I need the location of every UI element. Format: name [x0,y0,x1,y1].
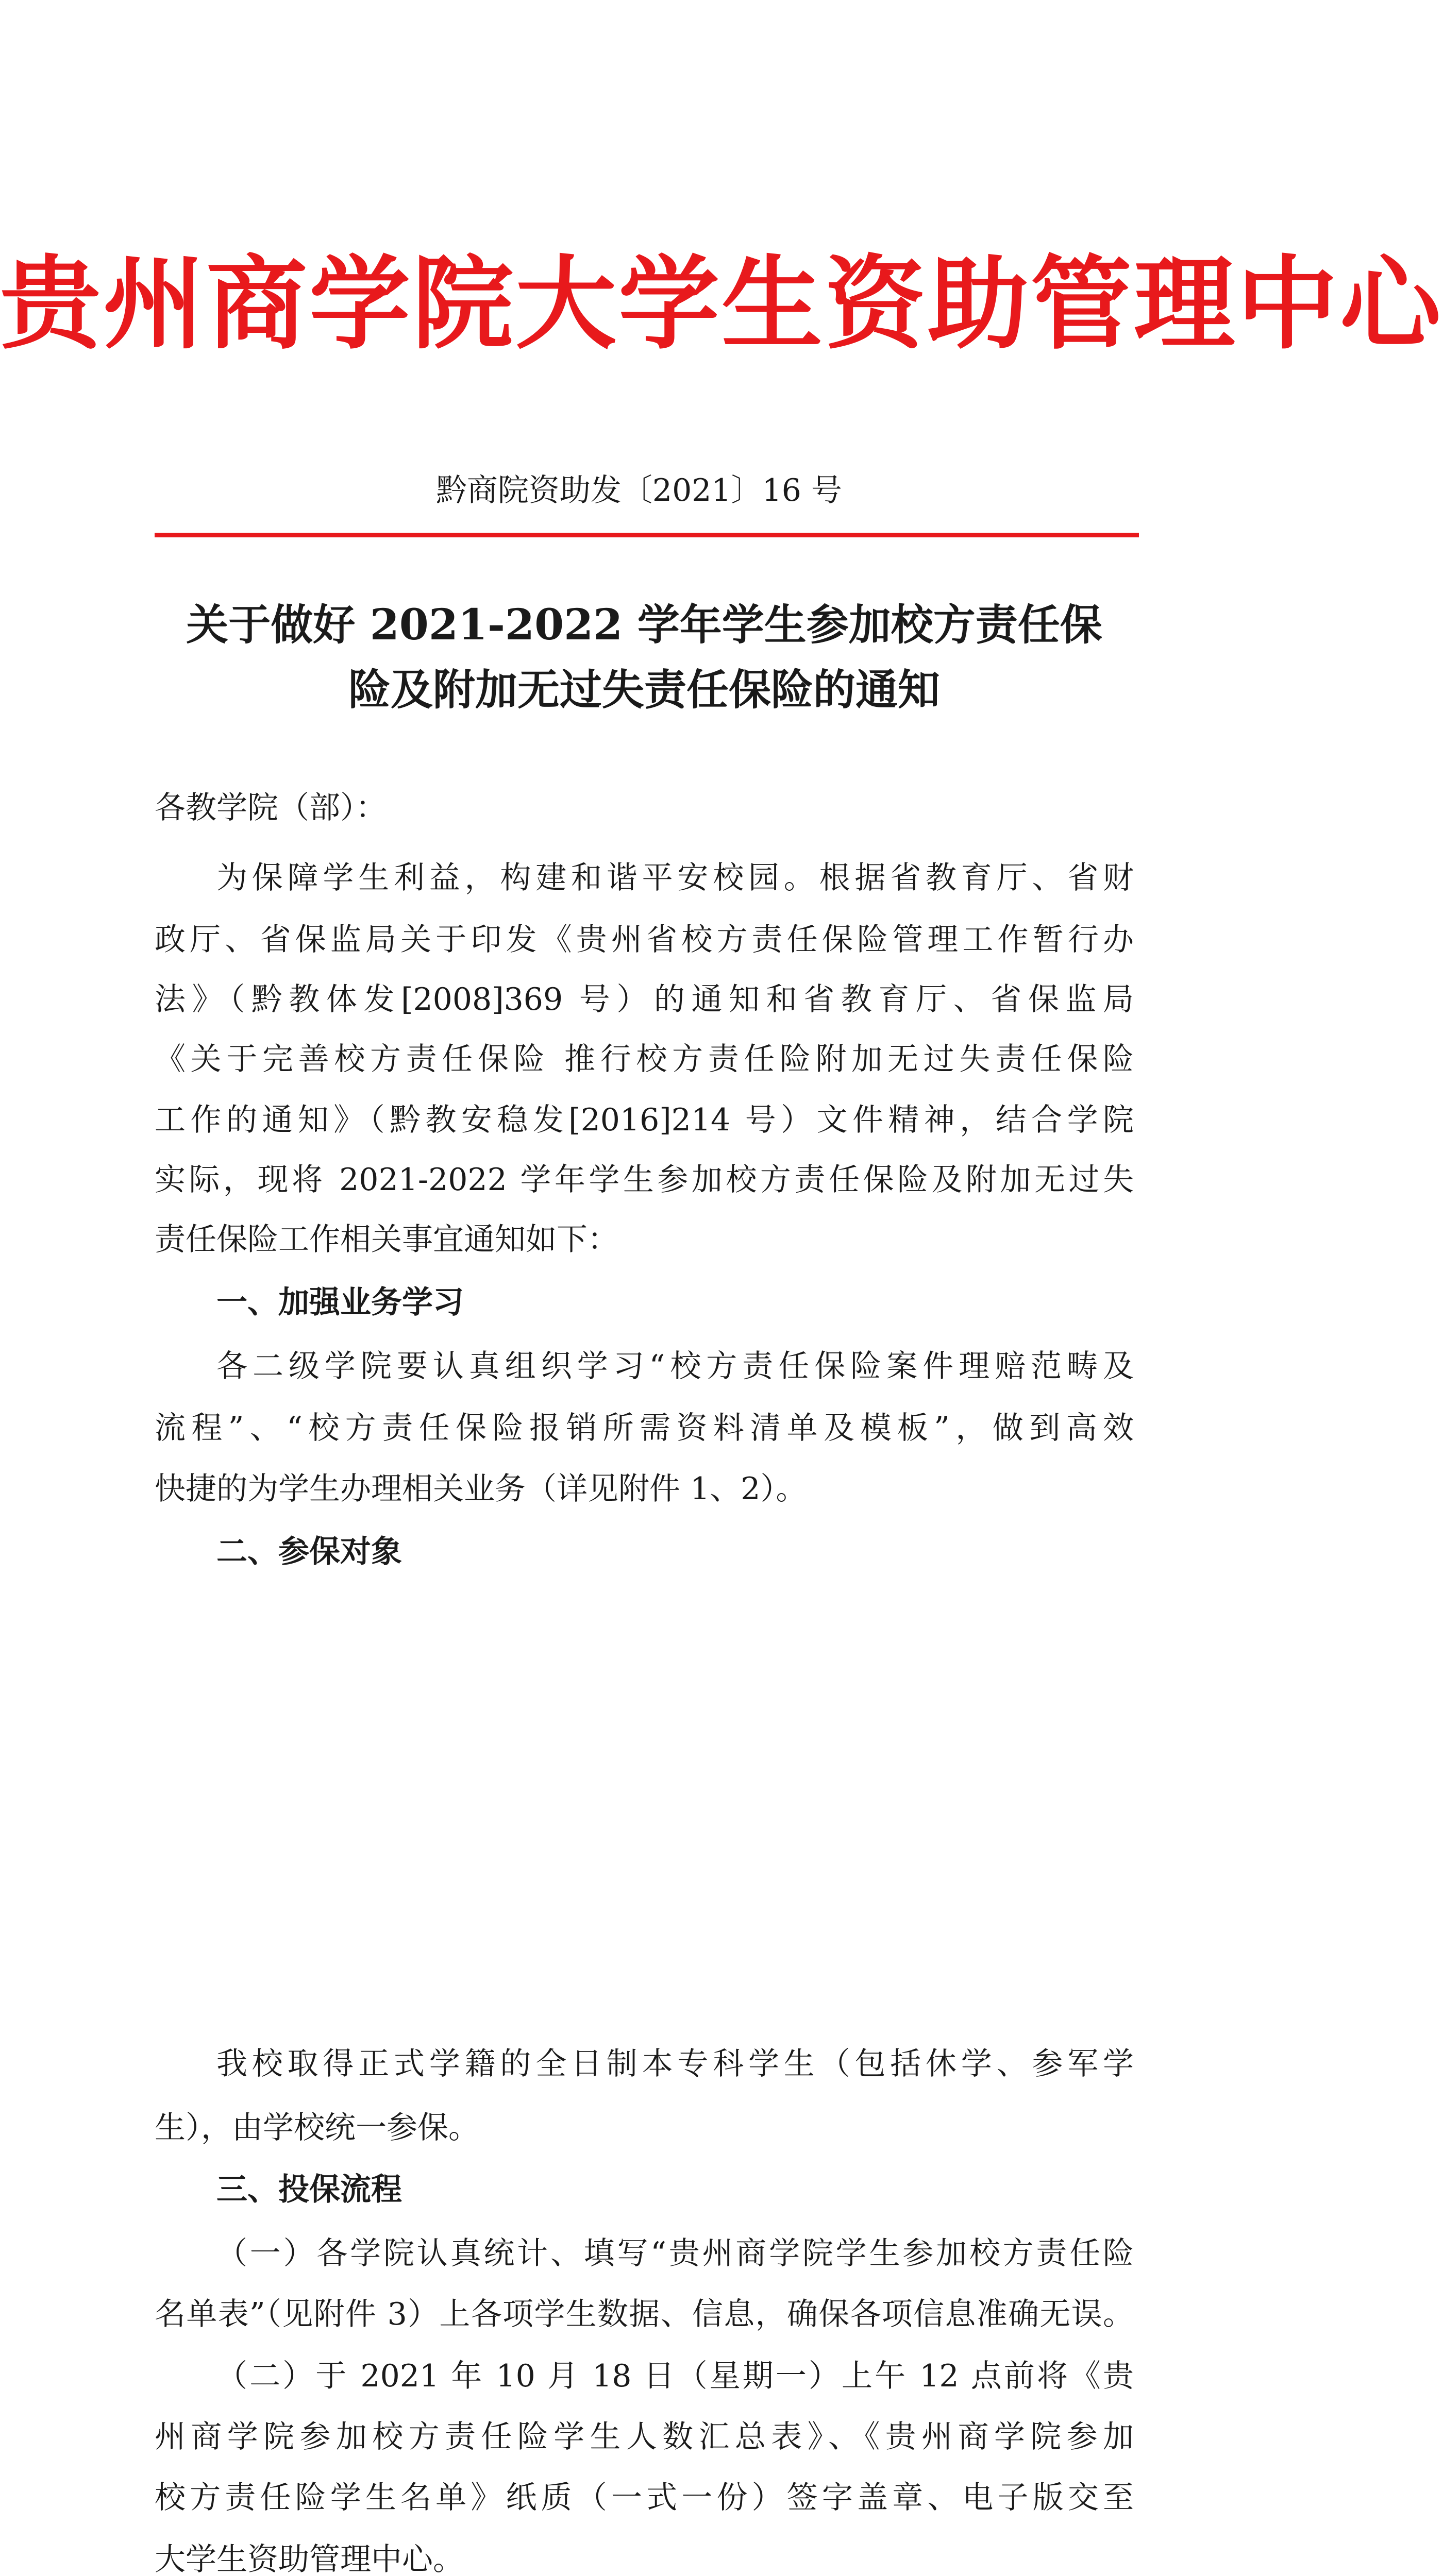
section3-line: 校方责任险学生名单》纸质（一式一份）签字盖章、电子版交至 [155,2480,1134,2516]
salutation: 各教学院（部）： [155,790,387,826]
section-heading: 二、参保对象 [216,1534,402,1570]
intro-line: 工作的通知》（黔教安稳发[2016]214 号）文件精神，结合学院 [155,1102,1134,1138]
section1-line: 各二级学院要认真组织学习“校方责任保险案件理赔范畴及 [216,1348,1134,1384]
intro-line: 法》（黔教体发[2008]369 号）的通知和省教育厅、省保监局 [155,981,1134,1018]
org-title: 贵州商学院大学生资助管理中心 [0,245,1443,363]
notice-title-line: 关于做好 2021-2022 学年学生参加校方责任保 [186,600,1102,650]
section3-line: （一）各学院认真统计、填写“贵州商学院学生参加校方责任险 [216,2235,1134,2272]
intro-line: 为保障学生利益，构建和谐平安校园。根据省教育厅、省财 [216,860,1134,896]
red-header-rule [155,533,1139,537]
section2-line: 生），由学校统一参保。 [155,2110,479,2146]
section3-line: 名单表”（见附件 3）上各项学生数据、信息，确保各项信息准确无误。 [155,2296,1134,2332]
section1-line: 流程”、“校方责任保险报销所需资料清单及模板”，做到高效 [155,1410,1134,1446]
notice-title [155,592,1134,722]
intro-line: 实际，现将 2021-2022 学年学生参加校方责任保险及附加无过失 [155,1162,1134,1198]
section3-line: 大学生资助管理中心。 [155,2541,464,2576]
section3-line: 州商学院参加校方责任险学生人数汇总表》、《贵州商学院参加 [155,2419,1134,2455]
intro-line: 责任保险工作相关事宜通知如下： [155,1222,618,1258]
intro-line: 《关于完善校方责任保险 推行校方责任险附加无过失责任保险 [155,1041,1134,1077]
notice-title-line: 险及附加无过失责任保险的通知 [348,665,940,715]
section-heading: 一、加强业务学习 [216,1284,464,1320]
section3-line: （二）于 2021 年 10 月 18 日（星期一）上午 12 点前将《贵 [216,2358,1134,2394]
intro-line: 政厅、省保监局关于印发《贵州省校方责任保险管理工作暂行办 [155,922,1134,958]
section-heading: 三、投保流程 [216,2172,402,2208]
section2-line: 我校取得正式学籍的全日制本专科学生（包括休学、参军学 [216,2046,1134,2082]
section1-line: 快捷的为学生办理相关业务（详见附件 1、2）。 [155,1471,807,1507]
document-number: 黔商院资助发〔2021〕16 号 [435,472,843,509]
